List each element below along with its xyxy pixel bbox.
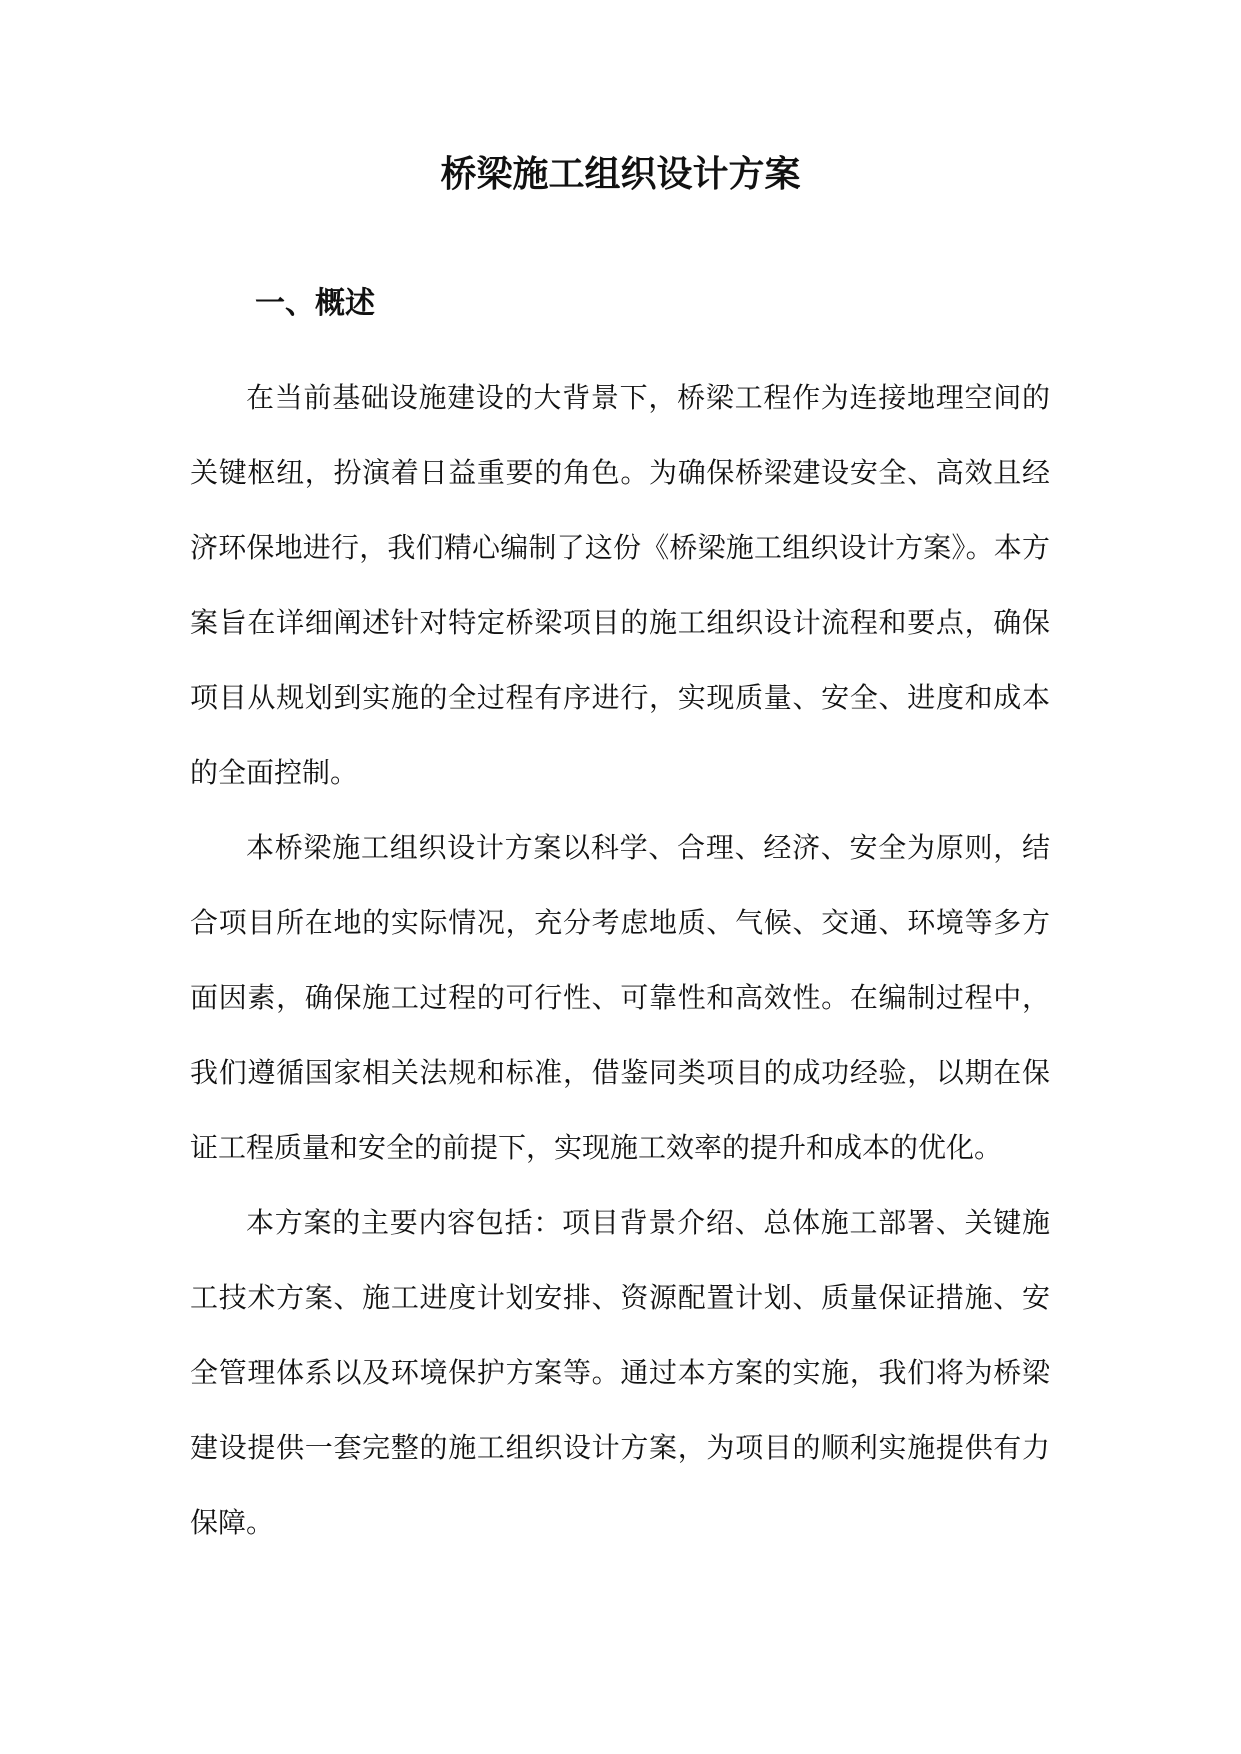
paragraph: 本桥梁施工组织设计方案以科学、合理、经济、安全为原则，结合项目所在地的实际情况，充分考虑地质、气候、交通、环境等多方面因素，确保施工过程的可行性、可靠性和高效性。在编制过程中，我们遵循国家相关法规和标准，借鉴同类项目的成功经验，以期在保证工程质量和安全的前提下，实现施工效率的提升和成本的优化。 (190, 831, 1050, 1164)
paragraph: 在当前基础设施建设的大背景下，桥梁工程作为连接地理空间的关键枢纽，扮演着日益重要的角色。为确保桥梁建设安全、高效且经济环保地进行，我们精心编制了这份《桥梁施工组织设计方案》。本方案旨在详细阐述针对特定桥梁项目的施工组织设计流程和要点，确保项目从规划到实施的全过程有序进行，实现质量、安全、进度和成本的全面控制。 (190, 381, 1050, 789)
section-body (190, 360, 1050, 1560)
paragraph: 本方案的主要内容包括：项目背景介绍、总体施工部署、关键施工技术方案、施工进度计划安排、资源配置计划、质量保证措施、安全管理体系以及环境保护方案等。通过本方案的实施，我们将为桥梁建设提供一套完整的施工组织设计方案，为项目的顺利实施提供有力保障。 (190, 1206, 1050, 1539)
document-title: 桥梁施工组织设计方案 (440, 153, 801, 195)
section-heading: 一、概述 (255, 286, 375, 321)
